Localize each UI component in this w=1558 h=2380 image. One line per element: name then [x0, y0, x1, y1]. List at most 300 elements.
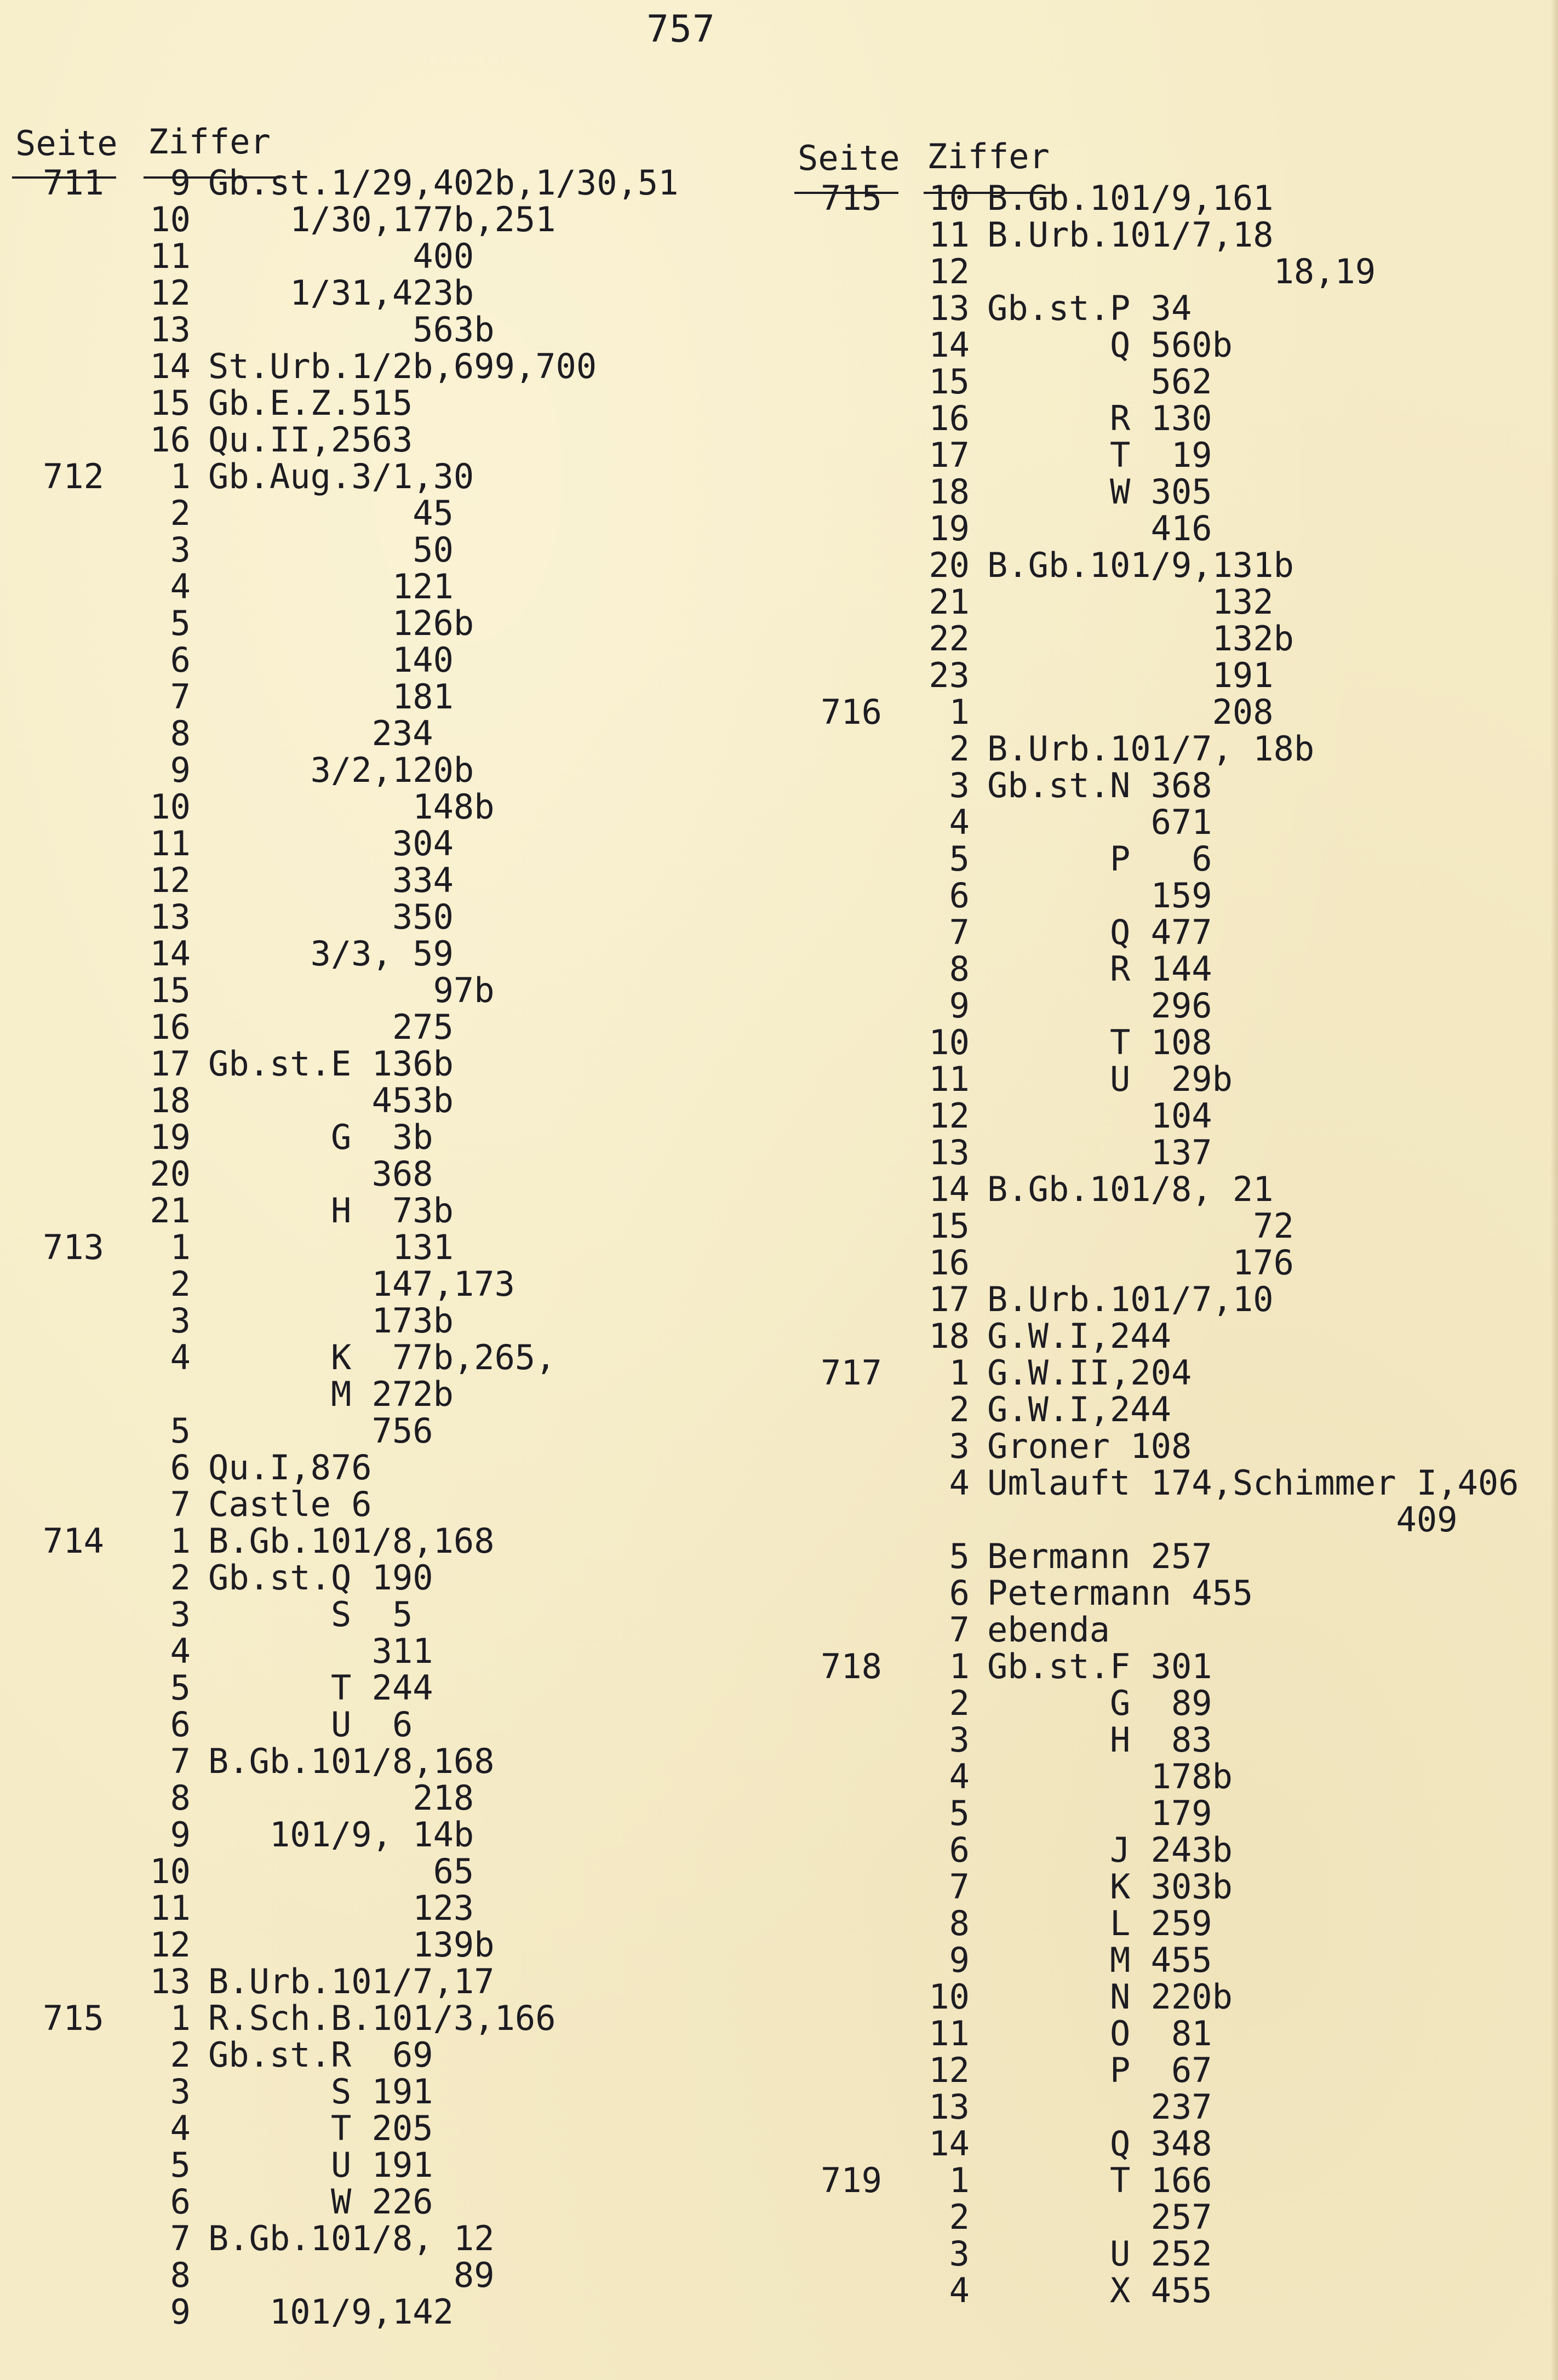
index-entry-row [0, 1119, 775, 1155]
source-reference: U 252 [987, 2234, 1212, 2274]
index-entry-row [783, 1171, 1558, 1208]
source-reference: 416 [987, 508, 1212, 548]
ziffer-number: 2 [170, 493, 191, 533]
index-entry-row [0, 1963, 775, 2000]
index-entry-row [783, 253, 1558, 290]
index-entry-row [783, 1318, 1558, 1354]
source-reference: 304 [208, 823, 454, 863]
source-reference: B.Gb.101/9,161 [987, 178, 1274, 218]
index-entry-row [0, 862, 775, 899]
source-reference: 334 [208, 860, 454, 900]
index-entry-row [0, 2036, 775, 2073]
index-entry-row [0, 164, 775, 201]
ziffer-number: 7 [949, 1867, 970, 1907]
ziffer-number: 4 [170, 567, 191, 607]
ziffer-number: 9 [170, 2292, 191, 2332]
ziffer-number: 4 [949, 802, 970, 842]
ziffer-number: 14 [150, 934, 191, 974]
source-reference: B.Gb.101/9,131b [987, 545, 1294, 585]
ziffer-number: 6 [949, 1573, 970, 1613]
source-reference: 368 [208, 1154, 433, 1194]
ziffer-number: 10 [929, 178, 970, 218]
index-entry-row [0, 1780, 775, 1816]
source-reference: Petermann 455 [987, 1573, 1253, 1613]
index-entry-row [0, 1816, 775, 1853]
seite-number: 715 [821, 178, 882, 218]
seite-number: 711 [43, 163, 104, 203]
index-entry-row [783, 1721, 1558, 1758]
source-reference: B.Gb.101/8, 21 [987, 1169, 1274, 1209]
source-reference: R 144 [987, 949, 1212, 989]
source-reference: 311 [208, 1631, 433, 1671]
source-reference: 104 [987, 1096, 1212, 1136]
source-reference: Groner 108 [987, 1426, 1192, 1466]
index-entry-row [783, 2199, 1558, 2235]
source-reference: K 303b [987, 1867, 1233, 1907]
ziffer-number: 6 [170, 640, 191, 680]
index-entry-row [783, 914, 1558, 951]
source-reference: 123 [208, 1888, 474, 1928]
index-entry-row [0, 1486, 775, 1523]
source-reference: G.W.II,204 [987, 1353, 1192, 1393]
index-entry-row [0, 1266, 775, 1302]
index-entry-row [783, 657, 1558, 694]
source-reference: Gb.Aug.3/1,30 [208, 456, 474, 496]
index-entry-row [0, 1743, 775, 1780]
index-entry-row [0, 1376, 775, 1412]
source-reference: 178b [987, 1757, 1233, 1797]
source-reference: U 191 [208, 2145, 433, 2185]
source-reference: 18,19 [987, 251, 1376, 291]
index-entry-row [783, 216, 1558, 253]
source-reference: 126b [208, 603, 474, 643]
ziffer-number: 1 [170, 1227, 191, 1267]
source-reference: 181 [208, 677, 454, 717]
source-reference: W 226 [208, 2182, 433, 2222]
source-reference: 208 [987, 692, 1274, 732]
ziffer-number: 10 [929, 1977, 970, 2017]
source-reference: P 6 [987, 839, 1212, 879]
source-reference: Qu.I,876 [208, 1448, 372, 1488]
index-entry-row [0, 1449, 775, 1486]
ziffer-number: 7 [170, 1484, 191, 1524]
index-entry-row [0, 1045, 775, 1082]
ziffer-number: 12 [929, 251, 970, 291]
ziffer-number: 8 [170, 2255, 191, 2295]
index-entry-row [0, 678, 775, 715]
index-entry-row [783, 1648, 1558, 1685]
source-reference: B.Urb.101/7,17 [208, 1961, 495, 2001]
index-entry-row [0, 2220, 775, 2257]
ziffer-number: 7 [170, 677, 191, 717]
source-reference: K 77b,265, [208, 1337, 556, 1377]
index-entry-row [0, 2110, 775, 2147]
index-entry-row [783, 1538, 1558, 1575]
index-entry-row [0, 642, 775, 678]
index-entry-row [0, 1853, 775, 1890]
source-reference: B.Gb.101/8, 12 [208, 2218, 495, 2258]
ziffer-number: 7 [949, 1610, 970, 1650]
source-reference: B.Gb.101/8,168 [208, 1741, 495, 1781]
index-entry-row [783, 547, 1558, 583]
page-edge-shadow [1550, 0, 1558, 2380]
source-reference: 275 [208, 1007, 454, 1047]
index-entry-row [0, 1669, 775, 1706]
index-entry-row [783, 1244, 1558, 1281]
index-entry-row [0, 1192, 775, 1229]
source-reference: T 166 [987, 2160, 1212, 2200]
index-entry-row [783, 2125, 1558, 2162]
source-reference: 563b [208, 310, 495, 350]
index-entry-row [783, 1978, 1558, 2015]
index-entry-row [0, 1082, 775, 1119]
ziffer-number: 3 [170, 1301, 191, 1341]
ziffer-number: 2 [949, 1389, 970, 1429]
source-reference: 50 [208, 530, 454, 570]
source-reference: 562 [987, 362, 1212, 402]
source-reference: Umlauft 174,Schimmer I,406 [987, 1463, 1519, 1503]
index-entry-row [0, 2147, 775, 2183]
source-reference: T 19 [987, 435, 1212, 475]
ziffer-number: 6 [949, 1830, 970, 1870]
ziffer-number: 15 [150, 383, 191, 423]
ziffer-number: 8 [949, 949, 970, 989]
source-reference: Bermann 257 [987, 1536, 1212, 1576]
ziffer-number: 12 [929, 2050, 970, 2090]
index-entry-row [783, 510, 1558, 547]
source-reference: Gb.st.E 136b [208, 1044, 454, 1084]
ziffer-number: 3 [170, 2072, 191, 2112]
ziffer-number: 12 [150, 273, 191, 313]
source-reference: X 455 [987, 2270, 1212, 2310]
ziffer-number: 18 [929, 1316, 970, 1356]
source-reference: Gb.E.Z.515 [208, 383, 413, 423]
ziffer-number: 10 [150, 1851, 191, 1891]
ziffer-number: 6 [170, 1704, 191, 1744]
index-entry-row [783, 2015, 1558, 2052]
ziffer-number: 15 [929, 362, 970, 402]
ziffer-number: 7 [170, 1741, 191, 1781]
index-entry-row [783, 804, 1558, 840]
ziffer-number: 8 [949, 1903, 970, 1943]
ziffer-number: 2 [170, 1558, 191, 1598]
ziffer-number: 19 [929, 508, 970, 548]
header-seite: Seite [798, 138, 900, 178]
ziffer-number: 1 [170, 1521, 191, 1561]
source-reference: S 5 [208, 1594, 413, 1634]
source-reference: 176 [987, 1243, 1294, 1283]
seite-number: 714 [43, 1521, 104, 1561]
source-reference: 97b [208, 970, 495, 1010]
ziffer-number: 2 [170, 1264, 191, 1304]
index-entry-row [783, 1281, 1558, 1318]
source-reference: 179 [987, 1793, 1212, 1833]
source-reference: 1/30,177b,251 [208, 199, 556, 239]
source-reference: 89 [208, 2255, 495, 2295]
ziffer-number: 11 [150, 236, 191, 276]
index-entry-row [0, 1155, 775, 1192]
source-reference: 45 [208, 493, 454, 533]
index-entry-row [0, 1229, 775, 1266]
ziffer-number: 16 [929, 398, 970, 438]
source-reference: 121 [208, 567, 454, 607]
index-entry-row [0, 899, 775, 935]
index-entry-row [783, 1134, 1558, 1171]
header-ziffer: Ziffer [148, 122, 271, 162]
ziffer-number: 5 [949, 839, 970, 879]
index-entry-row [0, 1596, 775, 1633]
ziffer-number: 1 [949, 1646, 970, 1686]
index-entry-row [783, 2089, 1558, 2125]
index-entry-row [783, 730, 1558, 767]
ziffer-number: 11 [929, 1059, 970, 1099]
index-entry-row [783, 1208, 1558, 1244]
ziffer-number: 5 [170, 2145, 191, 2185]
source-reference: Gb.st.N 368 [987, 765, 1212, 805]
ziffer-number: 9 [170, 163, 191, 203]
source-reference: M 455 [987, 1940, 1212, 1980]
source-reference: P 67 [987, 2050, 1212, 2090]
ziffer-number: 5 [170, 1668, 191, 1708]
ziffer-number: 1 [170, 456, 191, 496]
index-entry-row [783, 1758, 1558, 1795]
source-reference: H 83 [987, 1720, 1212, 1760]
source-reference: G 89 [987, 1683, 1212, 1723]
ziffer-number: 5 [949, 1536, 970, 1576]
source-reference: B.Urb.101/7,18 [987, 215, 1274, 255]
index-entry-row [0, 1633, 775, 1669]
source-reference: 191 [987, 655, 1274, 695]
source-reference: R.Sch.B.101/3,166 [208, 1998, 556, 2038]
source-reference: Castle 6 [208, 1484, 372, 1524]
index-entry-row [783, 1685, 1558, 1721]
source-reference: 756 [208, 1411, 433, 1451]
index-entry-row [783, 437, 1558, 473]
ziffer-number: 1 [949, 2160, 970, 2200]
source-reference: U 6 [208, 1704, 413, 1744]
ziffer-number: 7 [170, 2218, 191, 2258]
index-entry-row [0, 825, 775, 862]
ziffer-number: 1 [949, 692, 970, 732]
index-entry-row [783, 1501, 1558, 1538]
source-reference: Q 348 [987, 2124, 1212, 2164]
ziffer-number: 5 [170, 1411, 191, 1451]
source-reference: B.Gb.101/8,168 [208, 1521, 495, 1561]
source-reference: 400 [208, 236, 474, 276]
source-reference: 453b [208, 1080, 454, 1120]
index-entry-row [0, 2073, 775, 2110]
index-entry-row [783, 473, 1558, 510]
index-entry-row [0, 605, 775, 642]
ziffer-number: 7 [949, 912, 970, 952]
ziffer-number: 1 [949, 1353, 970, 1393]
index-entry-row [0, 458, 775, 495]
index-entry-row [0, 715, 775, 752]
ziffer-number: 14 [150, 346, 191, 386]
index-entry-row [783, 1832, 1558, 1868]
index-entry-row [783, 1905, 1558, 1942]
source-reference: G 3b [208, 1117, 433, 1157]
source-reference: 139b [208, 1925, 495, 1965]
index-entry-row [0, 568, 775, 605]
ziffer-number: 3 [170, 1594, 191, 1634]
index-entry-row [0, 2000, 775, 2036]
source-reference: St.Urb.1/2b,699,700 [208, 346, 597, 386]
index-entry-row [783, 290, 1558, 327]
source-reference: H 73b [208, 1191, 454, 1231]
index-entry-row [783, 583, 1558, 620]
source-reference: J 243b [987, 1830, 1233, 1870]
source-reference: O 81 [987, 2013, 1212, 2053]
source-reference: 3/2,120b [208, 750, 474, 790]
ziffer-number: 12 [150, 860, 191, 900]
ziffer-number: 10 [150, 199, 191, 239]
source-reference: ebenda [987, 1610, 1110, 1650]
index-entry-row [0, 1009, 775, 1045]
source-reference: Gb.st.P 34 [987, 288, 1192, 328]
source-reference: 237 [987, 2087, 1212, 2127]
source-reference: 234 [208, 713, 433, 753]
seite-number: 716 [821, 692, 882, 732]
source-reference: U 29b [987, 1059, 1233, 1099]
ziffer-number: 21 [929, 582, 970, 622]
source-reference: 132 [987, 582, 1274, 622]
source-reference: N 220b [987, 1977, 1233, 2017]
index-entry-row [783, 694, 1558, 730]
index-entry-row [0, 311, 775, 348]
ziffer-number: 16 [150, 420, 191, 460]
ziffer-number: 11 [150, 823, 191, 863]
ziffer-number: 17 [929, 435, 970, 475]
index-entry-row [783, 2052, 1558, 2089]
index-entry-row [0, 238, 775, 274]
ziffer-number: 3 [949, 1426, 970, 1466]
header-seite: Seite [15, 123, 118, 163]
ziffer-number: 20 [150, 1154, 191, 1194]
source-reference: T 244 [208, 1668, 433, 1708]
ziffer-number: 9 [170, 750, 191, 790]
index-entry-row [0, 788, 775, 825]
ziffer-number: 12 [150, 1925, 191, 1965]
ziffer-number: 23 [929, 655, 970, 695]
ziffer-number: 13 [150, 897, 191, 937]
index-entry-row [783, 1795, 1558, 1832]
ziffer-number: 9 [949, 986, 970, 1026]
ziffer-number: 5 [170, 603, 191, 643]
seite-number: 715 [43, 1998, 104, 2038]
index-entry-row [0, 1706, 775, 1743]
index-entry-row [783, 987, 1558, 1024]
source-reference: B.Urb.101/7,10 [987, 1279, 1274, 1319]
index-entry-row [783, 840, 1558, 877]
source-reference: 147,173 [208, 1264, 515, 1304]
index-entry-row [783, 2272, 1558, 2309]
ziffer-number: 10 [929, 1022, 970, 1062]
source-reference: Q 560b [987, 325, 1233, 365]
index-entry-row [783, 1611, 1558, 1648]
index-entry-row [0, 2183, 775, 2220]
source-reference: G.W.I,244 [987, 1389, 1171, 1429]
source-reference: 218 [208, 1778, 474, 1818]
ziffer-number: 21 [150, 1191, 191, 1231]
index-entry-row [783, 1942, 1558, 1978]
seite-number: 717 [821, 1353, 882, 1393]
ziffer-number: 4 [170, 2108, 191, 2148]
index-entry-row [783, 1061, 1558, 1097]
index-entry-row [0, 1559, 775, 1596]
ziffer-number: 13 [929, 288, 970, 328]
index-entry-row [0, 752, 775, 788]
index-entry-row [783, 1868, 1558, 1905]
index-entry-row [783, 400, 1558, 437]
source-reference: W 305 [987, 472, 1212, 512]
source-reference: 1/31,423b [208, 273, 474, 313]
ziffer-number: 15 [150, 970, 191, 1010]
ziffer-number: 3 [170, 530, 191, 570]
index-entry-row [783, 327, 1558, 363]
header-ziffer: Ziffer [927, 136, 1050, 176]
ziffer-number: 4 [170, 1631, 191, 1671]
seite-number: 712 [43, 456, 104, 496]
ziffer-number: 18 [150, 1080, 191, 1120]
source-reference: B.Urb.101/7, 18b [987, 729, 1315, 769]
index-entry-row [0, 495, 775, 531]
ziffer-number: 3 [949, 765, 970, 805]
index-entry-row [0, 201, 775, 238]
index-entry-row [783, 180, 1558, 216]
ziffer-number: 2 [170, 2035, 191, 2075]
source-reference: 131 [208, 1227, 454, 1267]
seite-number: 719 [821, 2160, 882, 2200]
ziffer-number: 2 [949, 1683, 970, 1723]
ziffer-number: 14 [929, 2124, 970, 2164]
ziffer-number: 2 [949, 2197, 970, 2237]
ziffer-number: 22 [929, 619, 970, 659]
ziffer-number: 12 [929, 1096, 970, 1136]
ziffer-number: 6 [170, 2182, 191, 2222]
ziffer-number: 14 [929, 325, 970, 365]
ziffer-number: 16 [929, 1243, 970, 1283]
index-entry-row [0, 2257, 775, 2293]
ziffer-number: 17 [150, 1044, 191, 1084]
source-reference: 101/9, 14b [208, 1815, 474, 1855]
source-reference: R 130 [987, 398, 1212, 438]
ziffer-number: 13 [150, 310, 191, 350]
source-reference: 3/3, 59 [208, 934, 454, 974]
source-reference: 132b [987, 619, 1294, 659]
index-entry-row [0, 1926, 775, 1963]
index-entry-row [0, 274, 775, 311]
index-entry-row [0, 348, 775, 385]
source-reference: 140 [208, 640, 454, 680]
ziffer-number: 10 [150, 787, 191, 827]
ziffer-number: 11 [150, 1888, 191, 1928]
index-entry-row [0, 2293, 775, 2330]
source-reference: 101/9,142 [208, 2292, 454, 2332]
index-entry-row [0, 1339, 775, 1376]
index-entry-row [0, 1523, 775, 1559]
source-reference: 173b [208, 1301, 454, 1341]
source-reference: Gb.st.F 301 [987, 1646, 1212, 1686]
ziffer-number: 3 [949, 2234, 970, 2274]
source-reference: L 259 [987, 1903, 1212, 1943]
index-entry-row [783, 1428, 1558, 1464]
ziffer-number: 4 [949, 1463, 970, 1503]
source-reference: 296 [987, 986, 1212, 1026]
ziffer-number: 3 [949, 1720, 970, 1760]
source-reference: 409 [987, 1500, 1458, 1540]
source-reference: T 205 [208, 2108, 433, 2148]
